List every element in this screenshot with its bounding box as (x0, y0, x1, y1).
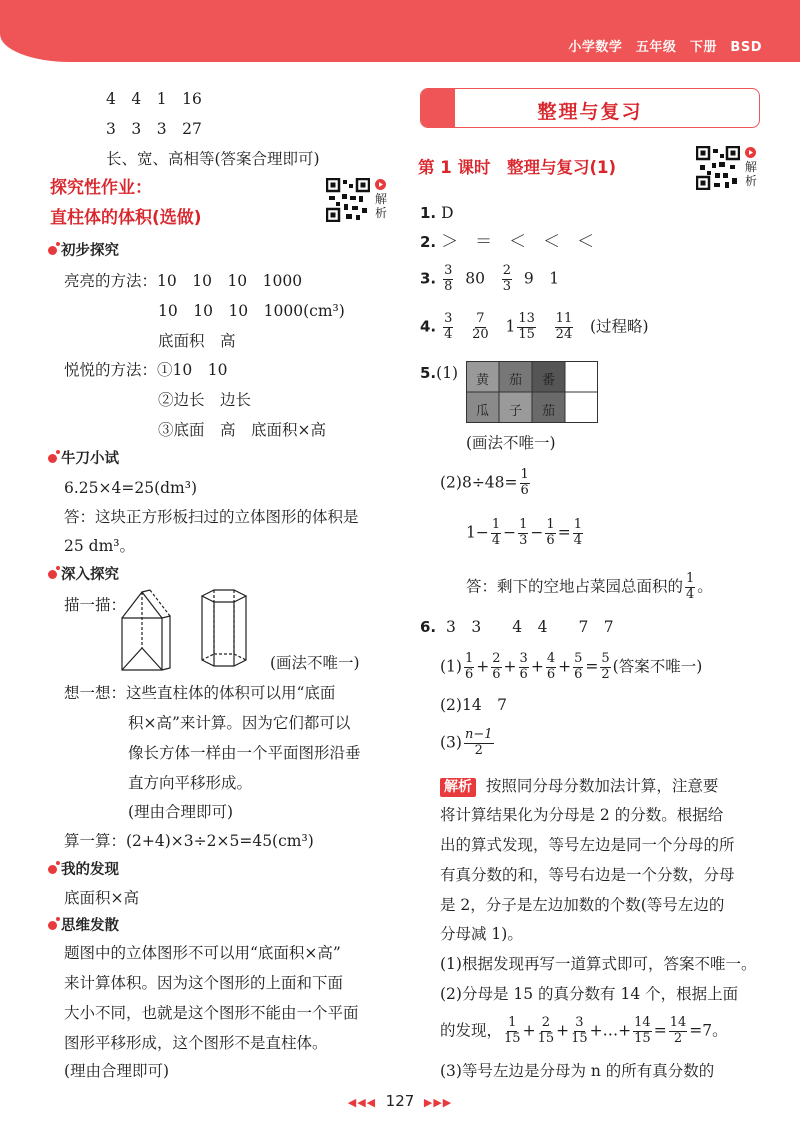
analysis-line: 是 2，分子是左边加数的个数(等号左边的 (440, 896, 725, 914)
fraction: $\frac{14}{2}$ (669, 1015, 687, 1046)
think-line: 像长方体一样由一个平面图形沿垂 (128, 744, 361, 762)
analysis-line: 出的算式发现，等号左边是同一个分母的所 (440, 836, 735, 854)
header-band (0, 0, 800, 62)
mixed-whole: 1 (505, 317, 516, 336)
hexagonal-prism (202, 590, 246, 666)
fraction: $\frac{n-1}{2}$ (464, 727, 493, 758)
q5-equation: 1− $\frac{1}{4}$ − $\frac{1}{3}$ − $\frac{1}{6}$ = $\frac{1}{4}$ (466, 517, 582, 548)
analysis-tag: 解析 (440, 778, 476, 797)
question-number: 1. (420, 204, 437, 222)
grid-cell-text: 茄 (541, 404, 555, 419)
method-line: 悦悦的方法：①10 10 (64, 361, 228, 379)
heading-divergent (48, 918, 119, 935)
heading-text: 思维发散 (61, 918, 119, 934)
grid-cell-text: 瓜 (475, 404, 489, 419)
heading-trial (48, 451, 119, 468)
heading-text: 我的发现 (61, 862, 119, 878)
answer-text: 答：剩下的空地占菜园总面积的 (466, 577, 684, 596)
drawing-note: (画法不唯一) (466, 434, 556, 452)
bullet-icon (48, 246, 57, 255)
heading-text: 初步探究 (61, 243, 119, 259)
divergent-line: 题图中的立体图形不可以用“底面积×高” (64, 944, 341, 962)
heading-text: 深入探究 (61, 567, 119, 583)
drawing-note: (画法不唯一) (270, 654, 360, 672)
divergent-line: 大小不同，也就是这个图形不能由一个平面 (64, 1004, 359, 1022)
q6-row (420, 618, 614, 637)
divergent-line: 来计算体积。因为这个图形的上面和下面 (64, 974, 344, 992)
fraction: $\frac{1}{6}$ (546, 517, 555, 548)
fraction: $\frac{2}{15}$ (537, 1015, 555, 1046)
bullet-icon (48, 921, 57, 930)
analysis-line: 分母减 1)。 (440, 925, 523, 943)
grid-cell-text: 子 (508, 404, 522, 419)
heading-discovery (48, 862, 119, 879)
q5-answer (466, 572, 713, 603)
q6-part3 (440, 728, 496, 759)
calc-line: 6.25×4=25(dm³) (64, 479, 197, 497)
fraction: $\frac{11}{24}$ (555, 311, 573, 342)
fraction: $\frac{5}{2}$ (601, 651, 610, 682)
chapter-banner (420, 88, 760, 128)
play-icon (375, 179, 386, 190)
grid-cell-text: 茄 (508, 373, 522, 388)
eq-text: 1− (466, 523, 489, 542)
qr-label: 解析 (745, 160, 758, 188)
analysis-equation: 的发现， $\frac{1}{15}$ + $\frac{2}{15}$ + $\frac{3}{15}$ +…+ $\frac{14}{15}$ = $\frac{14}{2}$ =7。 (440, 1015, 728, 1046)
section-title: 探究性作业： (50, 178, 152, 198)
q2-answer: ＞ ＝ ＜ ＜ ＜ (441, 232, 595, 252)
header-text: 小学数学 五年级 下册 BSD (568, 40, 762, 55)
q4-row (420, 312, 649, 343)
qr-code-icon[interactable] (696, 146, 740, 190)
q1-row (420, 204, 454, 223)
analysis-line: (1)根据发现再写一道算式即可，答案不唯一。 (440, 955, 757, 973)
q5-row (420, 364, 458, 383)
analysis-line-1 (440, 777, 718, 797)
bullet-icon (48, 570, 57, 579)
eq-text: =7。 (689, 1021, 728, 1040)
answer-end: 。 (697, 577, 713, 596)
q2-row (420, 232, 594, 252)
fraction: $\frac{1}{6}$ (464, 651, 474, 682)
heading-initial-explore (48, 243, 119, 260)
draw-label: 描一描： (64, 596, 127, 614)
think-line: (理由合理即可) (128, 803, 234, 821)
fraction: $\frac{1}{6}$ (520, 467, 529, 498)
q3-value: 9 1 (523, 269, 560, 288)
qr-label: 解析 (375, 192, 388, 220)
lesson-title: 第 1 课时 整理与复习(1) (418, 158, 617, 177)
part-expression: (2)8÷48= (440, 473, 518, 492)
fraction: $\frac{3}{6}$ (519, 651, 528, 682)
question-number: 2. (420, 233, 437, 251)
fraction: $\frac{1}{15}$ (504, 1015, 521, 1046)
page-number: 127 (385, 1092, 415, 1110)
question-number: 5. (420, 364, 437, 382)
q6-part1: (1) $\frac{1}{6}$ + $\frac{2}{6}$ + $\frac{3}{6}$ + $\frac{4}{6}$ + $\frac{5}{6}$ = $\frac{5}{2}$ (答案不唯一) (440, 651, 703, 682)
banner-title: 整理与复习 (537, 101, 643, 123)
divergent-line: (理由合理即可) (64, 1062, 170, 1080)
q5-part2 (440, 468, 532, 499)
answer-line: 4 4 1 16 (106, 90, 202, 108)
q6-answer: 3 3 4 4 7 7 (446, 618, 614, 636)
q1-answer: D (441, 204, 454, 222)
fraction: $\frac{14}{15}$ (634, 1015, 651, 1046)
page-footer (0, 1092, 800, 1110)
eq-text: +…+ (589, 1021, 632, 1040)
q3-row (420, 264, 559, 295)
fraction: $\frac{3}{8}$ (444, 263, 453, 294)
think-line: 直方向平移形成。 (128, 774, 253, 792)
answer-line: 答：这块正方形板扫过的立体图形的体积是 (64, 508, 359, 526)
fraction: $\frac{1}{4}$ (686, 571, 695, 602)
analysis-line: (2)分母是 15 的真分数有 14 个，根据上面 (440, 985, 739, 1003)
q6-part2: (2)14 7 (440, 696, 508, 714)
answer-line: 25 dm³。 (64, 537, 135, 555)
qr-code-icon[interactable] (326, 178, 370, 222)
play-icon (745, 147, 756, 158)
part-note: (答案不唯一) (612, 657, 703, 676)
q3-value: 80 (465, 269, 485, 288)
grid-cell-text: 黄 (475, 373, 489, 388)
part-label: (1) (436, 364, 459, 382)
question-number: 4. (420, 317, 437, 336)
triangular-prism (122, 590, 170, 670)
divergent-line: 图形平移形成，这个图形不是直柱体。 (64, 1034, 328, 1052)
q4-note: (过程略) (590, 317, 649, 336)
analysis-text: 按照同分母分数加法计算，注意要 (485, 777, 719, 795)
fraction: $\frac{1}{4}$ (573, 517, 582, 548)
garden-grid (466, 361, 598, 427)
fraction: $\frac{4}{6}$ (546, 651, 556, 682)
question-number: 6. (420, 618, 437, 636)
grid-cell-text: 番 (541, 373, 555, 388)
analysis-line: (3)等号左边是分母为 n 的所有真分数的 (440, 1062, 715, 1080)
fraction: $\frac{1}{3}$ (519, 517, 528, 548)
analysis-line: 有真分数的和，等号右边是一个分数，分母 (440, 866, 735, 884)
method-line: 底面积 高 (158, 332, 236, 350)
bullet-icon (48, 454, 57, 463)
think-line: 积×高”来计算。因为它们都可以 (128, 714, 351, 732)
fraction: $\frac{5}{6}$ (574, 651, 583, 682)
fraction: $\frac{2}{3}$ (502, 263, 512, 294)
question-number: 3. (420, 269, 437, 288)
fraction: $\frac{3}{4}$ (444, 311, 453, 342)
answer-line: 长、宽、高相等(答案合理即可) (106, 150, 320, 168)
fraction: $\frac{2}{6}$ (492, 651, 501, 682)
fraction: $\frac{13}{15}$ (518, 311, 535, 342)
prism-drawings (120, 588, 270, 678)
part-label: (3) (440, 733, 462, 752)
bullet-icon (48, 865, 57, 874)
fraction: $\frac{1}{4}$ (491, 517, 501, 548)
next-arrows-icon: ▶▶▶ (423, 1096, 453, 1109)
method-line: 10 10 10 1000(cm³) (158, 302, 345, 320)
eq-text: 的发现， (440, 1021, 503, 1040)
heading-text: 牛刀小试 (61, 451, 119, 467)
calc-line: 算一算：(2+4)×3÷2×5=45(cm³) (64, 832, 314, 850)
think-line: 想一想：这些直柱体的体积可以用“底面 (64, 684, 336, 702)
method-line: ③底面 高 底面积×高 (158, 421, 326, 439)
heading-deep-explore (48, 567, 119, 584)
prev-arrows-icon: ◀◀◀ (347, 1096, 377, 1109)
method-line: 亮亮的方法：10 10 10 1000 (64, 272, 303, 290)
method-line: ②边长 边长 (158, 391, 252, 409)
answer-line: 3 3 3 27 (106, 120, 202, 138)
fraction: $\frac{7}{20}$ (472, 311, 489, 342)
analysis-line: 将计算结果化为分母是 2 的分数。根据给 (440, 806, 724, 824)
discovery-line: 底面积×高 (64, 889, 139, 907)
fraction: $\frac{3}{15}$ (571, 1015, 588, 1046)
section-subtitle: 直柱体的体积(选做) (50, 208, 202, 228)
part-label: (1) (440, 657, 462, 676)
